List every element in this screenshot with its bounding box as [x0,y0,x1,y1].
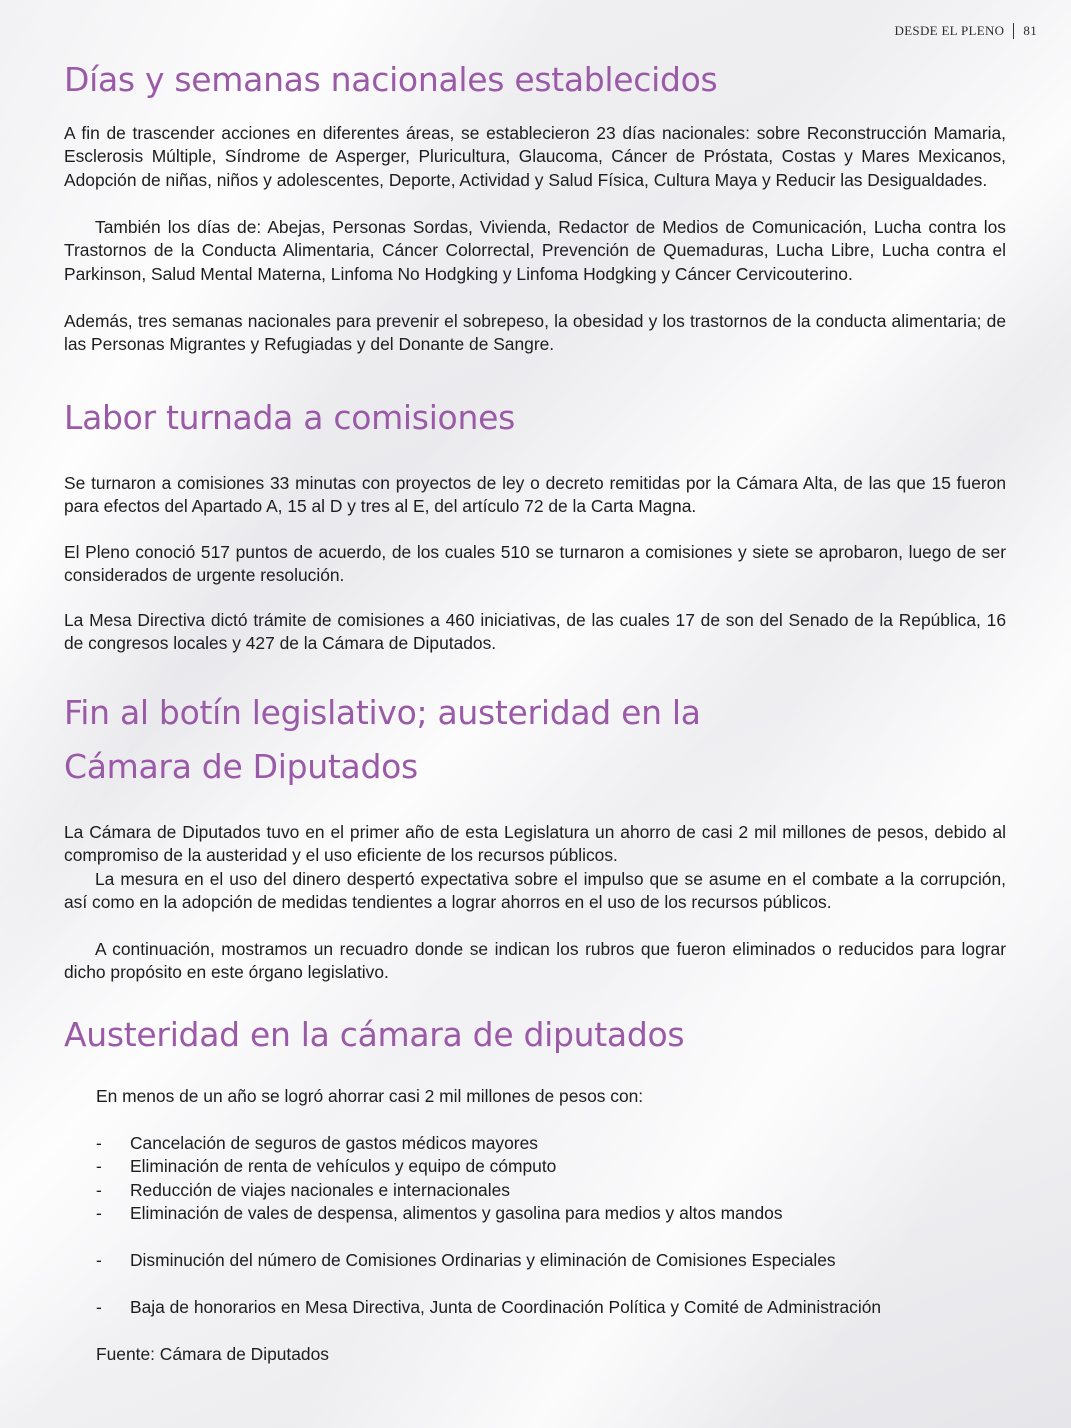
paragraph: El Pleno conoció 517 puntos de acuerdo, de los cuales 510 se turnaron a comisiones y siete se aprobaron, luego de ser considerados de urgente resolución. [64,542,1006,586]
list-bullet: - [96,1203,102,1224]
list-bullet: - [96,1179,102,1200]
paragraph: Además, tres semanas nacionales para prevenir el sobrepeso, la obesidad y los trastornos de la conducta alimentaria; de las Personas Migrantes y Refugiadas y del Donante de Sangre. [64,311,1006,355]
section-title-dias-nacionales: Días y semanas nacionales establecidos [64,60,718,99]
list-item: - Eliminación de vales de despensa, alimentos y gasolina para medios y altos mandos [96,1202,1011,1225]
list-bullet: - [96,1133,102,1153]
section-title-labor-turnada: Labor turnada a comisiones [64,398,515,437]
savings-list-group-3 [96,1296,1011,1319]
running-header-divider [1013,23,1014,39]
paragraph: Se turnaron a comisiones 33 minutas con proyectos de ley o decreto remitidas por la Cámara Alta, de las que 15 fueron para efectos del Apartado A, 15 al D y tres al E, del artículo 72 de la Carta Magna. [64,473,1006,517]
savings-intro: En menos de un año se logró ahorrar casi 2 mil millones de pesos con: [96,1086,644,1106]
paragraph: A fin de trascender acciones en diferentes áreas, se establecieron 23 días nacionales: sobre Reconstrucción Mamaria, Esclerosis Múltiple, Síndrome de Asperger, Pluricultura, Glaucoma, Cáncer de Próstata, Costas y Mares Mexicanos, Adopción de niñas, niños y adolescentes, Deporte, Actividad y Salud Física, Cultura Maya y Reducir las Desigualdades. [64,123,1006,190]
list-bullet: - [96,1156,102,1177]
section-title-austeridad: Austeridad en la cámara de diputados [64,1015,685,1054]
list-item: - Reducción de viajes nacionales e internacionales [96,1179,1011,1202]
paragraph: A continuación, mostramos un recuadro donde se indican los rubros que fueron eliminados o reducidos para lograr dicho propósito en este órgano legislativo. [64,939,1006,983]
section-title-fin-botin-line2: Cámara de Diputados [64,747,418,786]
list-bullet: - [96,1250,102,1270]
section-title-fin-botin-line1: Fin al botín legislativo; austeridad en la [64,693,701,732]
source-note: Fuente: Cámara de Diputados [96,1344,329,1364]
list-item: - Baja de honorarios en Mesa Directiva, Junta de Coordinación Política y Comité de Administración [96,1296,1011,1319]
savings-list-group-1 [96,1132,1011,1226]
paragraph: La Cámara de Diputados tuvo en el primer año de esta Legislatura un ahorro de casi 2 mil millones de pesos, debido al compromiso de la austeridad y el uso eficiente de los recursos públicos. [64,822,1006,866]
page-number: 81 [1023,23,1037,38]
paragraph: También los días de: Abejas, Personas Sordas, Vivienda, Redactor de Medios de Comunicación, Lucha contra los Trastornos de la Conducta Alimentaria, Cáncer Colorrectal, Prevención de Quemaduras, Lucha Libre, Lucha contra el Parkinson, Salud Mental Materna, Linfoma No Hodgking y Linfoma Hodgking y Cáncer Cervicouterino. [64,217,1006,284]
paragraph: La Mesa Directiva dictó trámite de comisiones a 460 iniciativas, de las cuales 17 de son del Senado de la República, 16 de congresos locales y 427 de la Cámara de Diputados. [64,610,1006,654]
list-item: - Cancelación de seguros de gastos médicos mayores [96,1132,1011,1155]
running-header [895,22,1038,40]
savings-list-group-2 [96,1249,1011,1272]
list-item: - Eliminación de renta de vehículos y equipo de cómputo [96,1155,1011,1178]
list-item: - Disminución del número de Comisiones Ordinarias y eliminación de Comisiones Especiales [96,1249,1011,1272]
list-bullet: - [96,1297,102,1317]
running-header-section: DESDE EL PLENO [894,23,1005,38]
paragraph: La mesura en el uso del dinero despertó expectativa sobre el impulso que se asume en el combate a la corrupción, así como en la adopción de medidas tendientes a lograr ahorros en el uso de los recursos públicos. [64,869,1006,913]
